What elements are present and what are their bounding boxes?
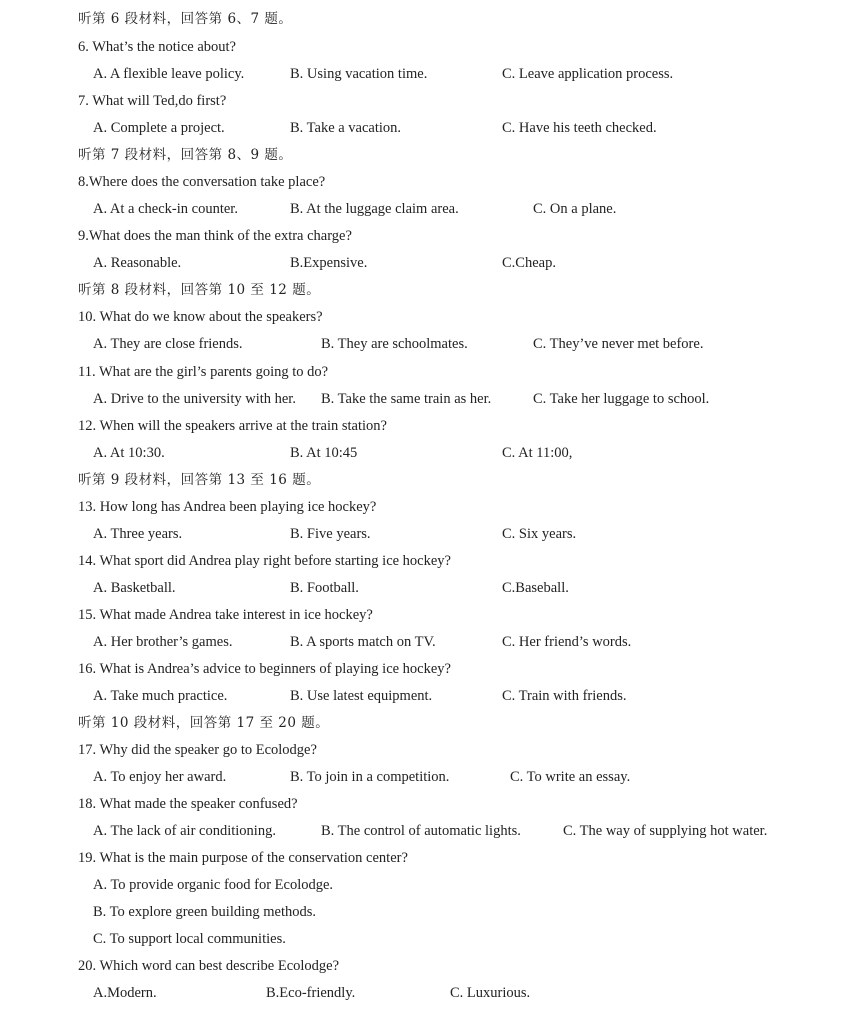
options-8: [0, 196, 860, 223]
question-18: [0, 791, 860, 818]
option-b: B.Eco-friendly.: [266, 985, 356, 1001]
option-c: C. At 11:00,: [502, 445, 573, 461]
question-stem: 9.What does the man think of the extra charge?: [78, 228, 352, 244]
section-label: 听第 7 段材料，回答第 8、9 题。: [78, 147, 293, 163]
option-b: B. At 10:45: [290, 445, 358, 461]
option-a: A. The lack of air conditioning.: [93, 823, 276, 839]
question-stem: 18. What made the speaker confused?: [78, 796, 298, 812]
question-14: [0, 548, 860, 575]
option-a: A. At 10:30.: [93, 445, 165, 461]
question-15: [0, 602, 860, 629]
option-a: A. At a check-in counter.: [93, 201, 238, 217]
question-17: [0, 737, 860, 764]
section-heading-6: [0, 6, 860, 33]
section-label: 听第 8 段材料，回答第 10 至 12 题。: [78, 282, 321, 298]
option-a: A. Three years.: [93, 526, 183, 542]
options-12: [0, 440, 860, 467]
section-label: 听第 10 段材料，回答第 17 至 20 题。: [78, 715, 330, 731]
question-stem: 10. What do we know about the speakers?: [78, 309, 323, 325]
option-b: B.Expensive.: [290, 255, 368, 271]
options-13: [0, 521, 860, 548]
option-c: C. Her friend’s words.: [502, 634, 632, 650]
option-a: A. Reasonable.: [93, 255, 182, 271]
question-stem: 8.Where does the conversation take place?: [78, 174, 326, 190]
option-c: C. Train with friends.: [502, 688, 627, 704]
question-20: [0, 953, 860, 980]
options-16: [0, 683, 860, 710]
section-label: 听第 9 段材料，回答第 13 至 16 题。: [78, 472, 321, 488]
question-6: [0, 34, 860, 61]
option-c: C. Leave application process.: [502, 66, 674, 82]
option-b: B. A sports match on TV.: [290, 634, 436, 650]
question-11: [0, 359, 860, 386]
option-a: A. To enjoy her award.: [93, 769, 227, 785]
section-label: 听第 6 段材料，回答第 6、7 题。: [78, 11, 293, 27]
options-18: [0, 818, 860, 845]
question-stem: 16. What is Andrea’s advice to beginners of playing ice hockey?: [78, 661, 451, 677]
question-stem: 7. What will Ted,do first?: [78, 93, 227, 109]
option-19c: [0, 926, 860, 953]
option-b: B. Take the same train as her.: [321, 391, 492, 407]
option-a: A. Basketball.: [93, 580, 176, 596]
option-b: B. Football.: [290, 580, 359, 596]
options-7: [0, 115, 860, 142]
question-9: [0, 223, 860, 250]
option-19b: [0, 899, 860, 926]
option-c: C. Have his teeth checked.: [502, 120, 657, 136]
options-6: [0, 61, 860, 88]
options-17: [0, 764, 860, 791]
question-16: [0, 656, 860, 683]
option-a: A. Take much practice.: [93, 688, 228, 704]
question-13: [0, 494, 860, 521]
option-b: B. They are schoolmates.: [321, 336, 468, 352]
question-stem: 20. Which word can best describe Ecolodge?: [78, 958, 340, 974]
option-b: B. Using vacation time.: [290, 66, 428, 82]
option-b: B. At the luggage claim area.: [290, 201, 459, 217]
options-14: [0, 575, 860, 602]
option-a: A. Her brother’s games.: [93, 634, 233, 650]
option-b: B. The control of automatic lights.: [321, 823, 521, 839]
question-8: [0, 169, 860, 196]
option-c: C. They’ve never met before.: [533, 336, 704, 352]
options-15: [0, 629, 860, 656]
option-a: A. Drive to the university with her.: [93, 391, 296, 407]
option-c: C. To support local communities.: [93, 931, 286, 947]
option-c: C. The way of supplying hot water.: [563, 823, 768, 839]
option-19a: [0, 872, 860, 899]
option-b: B. Use latest equipment.: [290, 688, 433, 704]
option-b: B. Five years.: [290, 526, 371, 542]
question-stem: 14. What sport did Andrea play right before starting ice hockey?: [78, 553, 451, 569]
option-b: B. Take a vacation.: [290, 120, 402, 136]
question-stem: 15. What made Andrea take interest in ice hockey?: [78, 607, 373, 623]
option-c: C. To write an essay.: [510, 769, 631, 785]
question-stem: 17. Why did the speaker go to Ecolodge?: [78, 742, 317, 758]
option-c: C. Luxurious.: [450, 985, 531, 1001]
option-a: A. To provide organic food for Ecolodge.: [93, 877, 334, 893]
option-a: A. A flexible leave policy.: [93, 66, 245, 82]
options-10: [0, 331, 860, 358]
question-stem: 6. What’s the notice about?: [78, 39, 236, 55]
option-c: C.Cheap.: [502, 255, 556, 271]
question-stem: 12. When will the speakers arrive at the train station?: [78, 418, 387, 434]
option-c: C. Six years.: [502, 526, 577, 542]
question-12: [0, 413, 860, 440]
question-stem: 13. How long has Andrea been playing ice hockey?: [78, 499, 377, 515]
section-heading-7: [0, 142, 860, 169]
section-heading-8: [0, 277, 860, 304]
options-11: [0, 386, 860, 413]
option-a: A. Complete a project.: [93, 120, 225, 136]
question-stem: 19. What is the main purpose of the conservation center?: [78, 850, 408, 866]
question-10: [0, 304, 860, 331]
option-b: B. To join in a competition.: [290, 769, 450, 785]
option-a: A. They are close friends.: [93, 336, 243, 352]
option-c: C. Take her luggage to school.: [533, 391, 710, 407]
option-c: C.Baseball.: [502, 580, 569, 596]
question-7: [0, 88, 860, 115]
question-stem: 11. What are the girl’s parents going to do?: [78, 364, 329, 380]
option-c: C. On a plane.: [533, 201, 617, 217]
options-20: [0, 980, 860, 1007]
section-heading-9: [0, 467, 860, 494]
section-heading-10: [0, 710, 860, 737]
options-9: [0, 250, 860, 277]
option-a: A.Modern.: [93, 985, 157, 1001]
question-19: [0, 845, 860, 872]
option-b: B. To explore green building methods.: [93, 904, 317, 920]
